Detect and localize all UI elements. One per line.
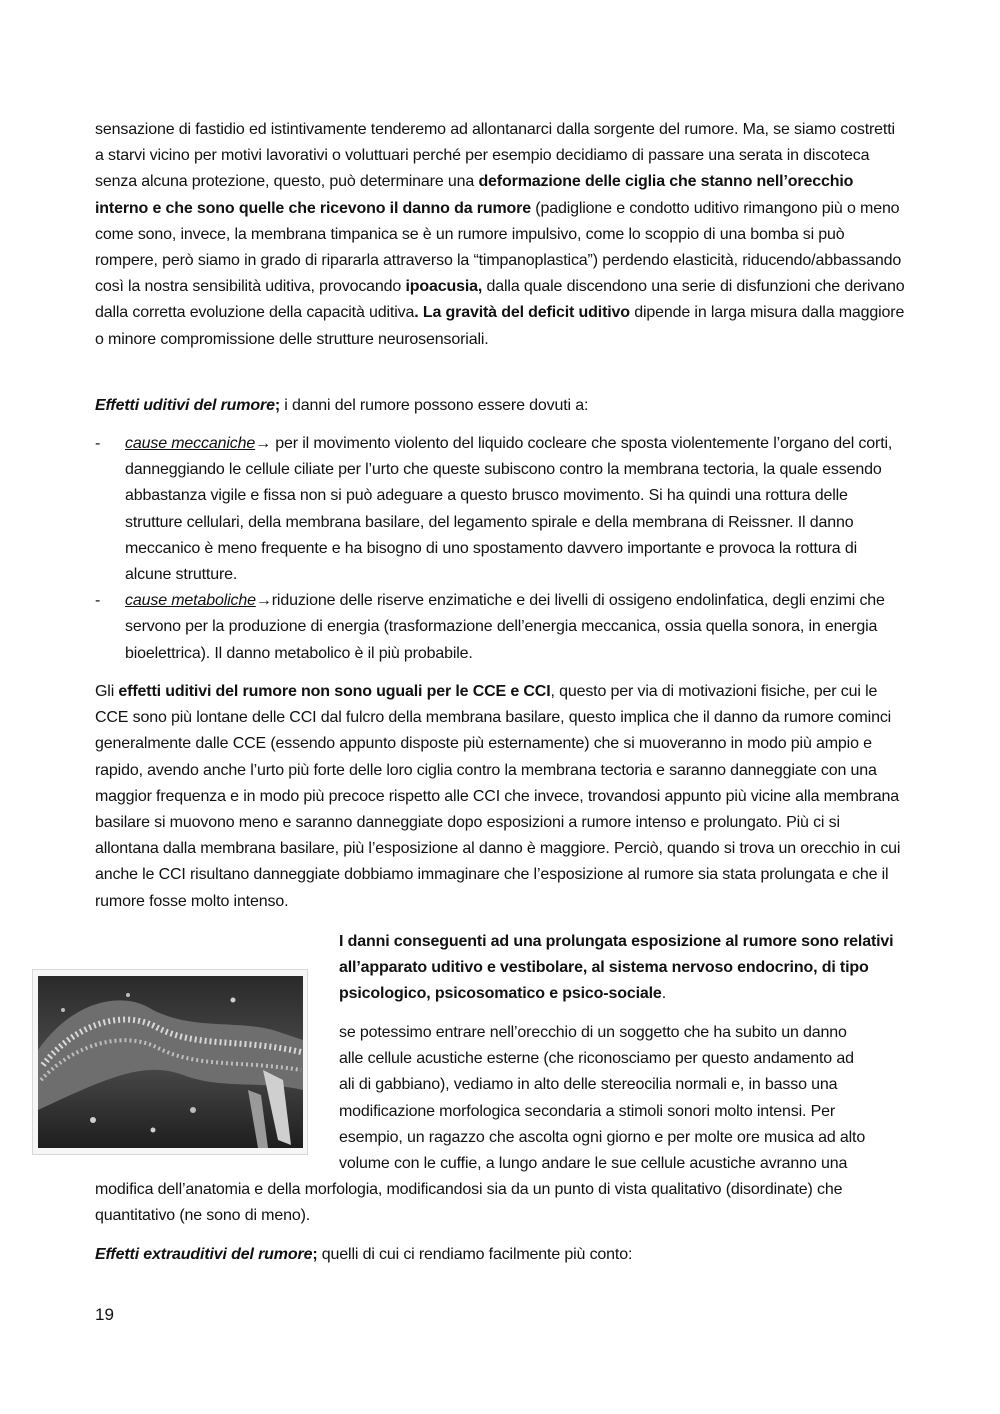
text-run: dalla quale discendono una serie di disfunzioni che derivano dalla corretta evoluzione della capacità uditiva — [95, 278, 905, 322]
bold-run: . La gravità del deficit uditivo — [414, 304, 630, 322]
paragraph-auditory-effects-intro — [95, 393, 907, 419]
bold-run: ipoacusia, — [405, 278, 483, 296]
paragraph-cce-cci — [95, 679, 907, 915]
list-item-label: cause meccaniche — [125, 435, 256, 452]
list-dash: - — [95, 592, 101, 610]
text-run: modifica dell’anatomia e della morfologia, modificandosi sia da un punto di vista qualitativo (disordinate) che quantitativo (ne sono di meno). — [95, 1181, 843, 1225]
bold-run: ; — [312, 1246, 318, 1263]
page-number: 19 — [95, 1305, 114, 1324]
paragraph-extra-auditory-effects — [95, 1242, 907, 1268]
heading-run: Effetti uditivi del rumore — [95, 397, 275, 414]
text-run: quelli di cui ci rendiamo facilmente più conto: — [317, 1246, 633, 1263]
text-line: volume con le cuffie, a lungo andare le sue cellule acustiche avranno una — [339, 1155, 848, 1173]
bold-run: deformazione delle ciglia che stanno nell’orecchio interno e che sono quelle che ricevono il danno da rumore — [95, 173, 854, 217]
causes-list — [95, 431, 907, 667]
text-run: . — [661, 985, 666, 1003]
paragraph-ear-inspection-side — [339, 1020, 907, 1177]
text-run: Gli — [95, 683, 119, 700]
micrograph-drawing — [33, 970, 307, 1154]
stereocilia-micrograph-image — [32, 969, 308, 1155]
text-line: esempio, un ragazzo che ascolta ogni giorno e per molte ore musica ad alto — [339, 1128, 866, 1146]
text-run: (padiglione e condotto uditivo rimangono più o meno come sono, invece, la membrana timpanica se è un rumore impulsivo, come lo scoppio di una bomba si può rompere, però siamo in grado di ripararla attraverso la “timpanoplastica”) perdendo elasticità, riducendo/abbassando così la nostra sensibilità uditiva, provocando — [95, 199, 902, 296]
text-line: alle cellule acustiche esterne (che riconosciamo per questo andamento ad — [339, 1050, 854, 1068]
paragraph-ear-inspection-continued — [95, 1177, 907, 1229]
arrow-right-icon: → — [255, 435, 271, 452]
bold-run: ; — [274, 397, 281, 414]
heading-run: Effetti extrauditivi del rumore — [95, 1246, 313, 1263]
list-item-metabolic — [95, 588, 907, 667]
text-run: dipende in larga misura dalla maggiore o minore compromissione delle strutture neurosensoriali. — [95, 304, 905, 348]
list-dash: - — [95, 435, 101, 452]
list-item-text: riduzione delle riserve enzimatiche e dei livelli di ossigeno endolinfatica, degli enzimi che servono per la produzione di energia (trasformazione dell’energia meccanica, ossia quella sonora, in energia bioelettrica). Il danno metabolico è il più probabile. — [125, 592, 885, 662]
text-line: modificazione morfologica secondaria a stimoli sonori molto intensi. Per — [339, 1102, 836, 1120]
text-line: se potessimo entrare nell’orecchio di un soggetto che ha subito un danno — [339, 1024, 847, 1041]
list-item-label: cause metaboliche — [125, 592, 256, 610]
text-line: ali di gabbiano), vediamo in alto delle stereocilia normali e, in basso una — [339, 1076, 838, 1094]
text-run: sensazione di fastidio ed istintivamente tenderemo ad allontanarci dalla sorgente del rumore. Ma, se siamo costretti a starvi vicino per motivi lavorativi o voluttuari perché per esempio decidiamo di passare una serata in discoteca senza alcuna protezione, questo, può determinare una — [95, 121, 895, 191]
arrow-right-icon: → — [255, 592, 272, 610]
list-item-mechanical — [95, 431, 907, 588]
paragraph-noise-damage — [95, 117, 907, 353]
paragraph-noise-consequences — [339, 929, 907, 1008]
bold-run: I danni conseguenti ad una prolungata esposizione al rumore sono relativi all’apparato uditivo e vestibolare, al sistema nervoso endocrino, di tipo psicologico, psicosomatico e psico-sociale — [339, 933, 894, 1003]
text-run: , questo per via di motivazioni fisiche, per cui le CCE sono più lontane delle CCI dal fulcro della membrana basilare, questo implica che il danno da rumore cominci generalmente dalle CCE (essendo appunto disposte più esternamente) che si muoveranno in modo più ampio e rapido, avendo anche l’urto più forte delle loro ciglia contro la membrana tectoria e saranno danneggiate con una maggior frequenza e in modo più precoce rispetto alle CCI che invece, trovandosi appunto più vicine alla membrana basilare si muovono meno e saranno danneggiate dopo esposizioni a rumore intenso e prolungato. Più ci si allontana dalla membrana basilare, più l’esposizione al danno è maggiore. Perciò, quando si trova un orecchio in cui anche le CCI risultano danneggiate dobbiamo immaginare che l’esposizione al rumore sia stata prolungata e che il rumore fosse molto intenso. — [95, 683, 901, 910]
bold-run: effetti uditivi del rumore non sono uguali per le CCE e CCI — [118, 683, 551, 700]
text-run: i danni del rumore possono essere dovuti a: — [280, 397, 589, 414]
list-item-text: per il movimento violento del liquido cocleare che sposta violentemente l’organo del corti, danneggiando le cellule ciliate per l’urto che queste subiscono contro la membrana tectoria, la quale essendo abbastanza vigile e fissa non si può adeguare a questo brusco movimento. Si ha quindi una rottura delle strutture cellulari, della membrana basilare, del legamento spirale e della membrana di Reissner. Il danno meccanico è meno frequente e ha bisogno di uno spostamento davvero importante e provoca la rottura di alcune strutture. — [125, 435, 893, 584]
